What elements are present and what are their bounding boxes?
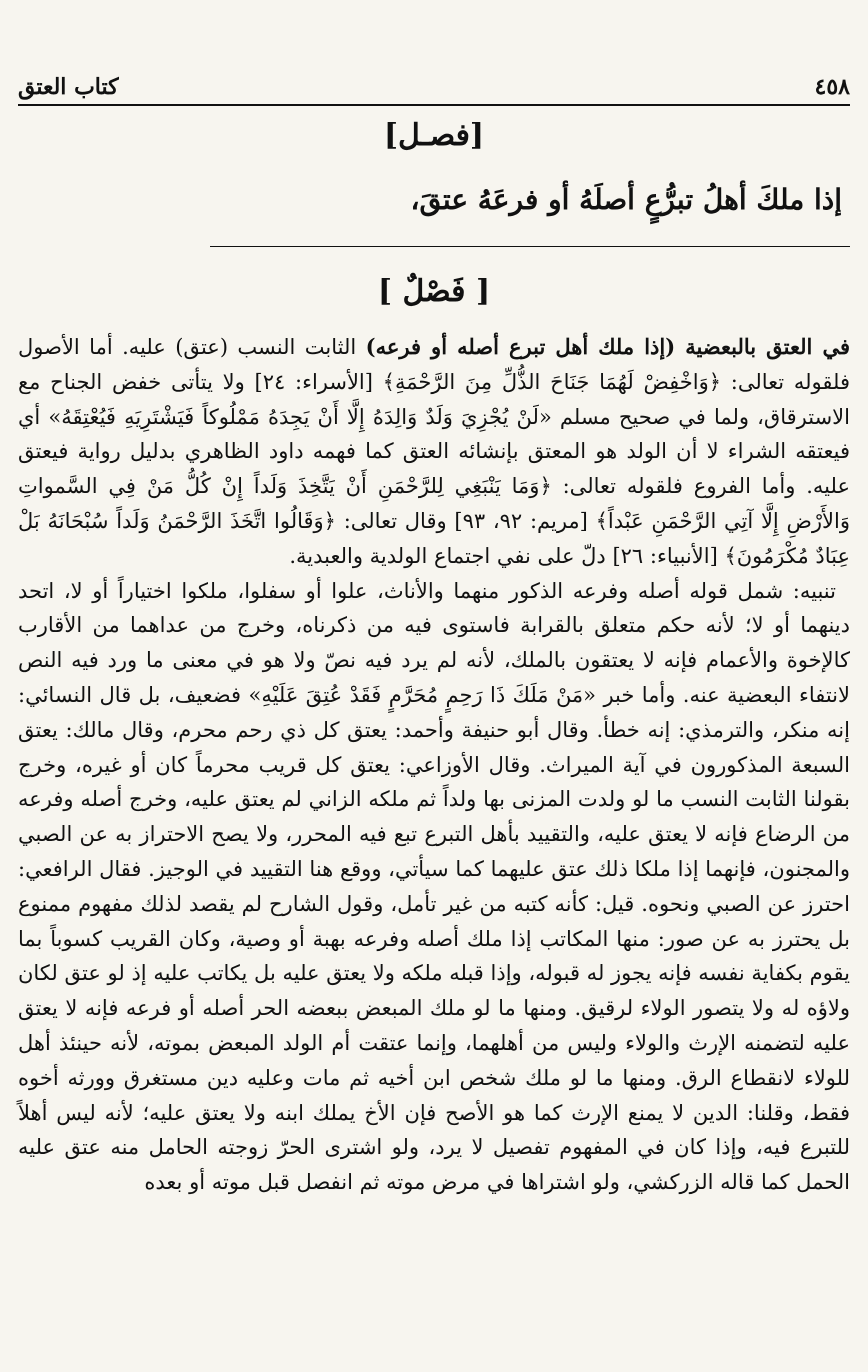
book-page [18,18,850,1358]
section-title-sharh: [ فَصْلٌ ] [377,274,491,309]
paragraph-1-lead: في العتق بالبعضية (إذا ملك أهل تبرع أصله أو فرعه) [365,334,850,359]
running-head [18,68,850,100]
commentary-body [18,330,850,1200]
paragraph-2: تنبيه: شمل قوله أصله وفرعه الذكور منهما والأناث، علوا أو سفلوا، ملكوا اختياراً أو لا، اتحد دينهما أو لا؛ لأنه حكم متعلق بالقرابة فاستوى فيه من ذكرناه، وخرج من عداهما من الأقارب كالإخوة والأعمام فإنه لا يعتقون بالملك، لأنه لم يرد فيه نصّ ولا هو في معنى ما ورد فيه النص لانتفاء البعضية عنه. وأما خبر «مَنْ مَلَكَ ذَا رَحِمٍ مُحَرَّمٍ فَقَدْ عُتِقَ عَلَيْهِ» فضعيف، بل قال النسائي: إنه منكر، والترمذي: إنه خطأ. وقال أبو حنيفة وأحمد: يعتق كل ذي رحم محرم، وقال مالك: يعتق السبعة المذكورون في آية الميراث. وقال الأوزاعي: يعتق كل قريب محرماً كان أو غيره، وخرج بقولنا الثابت النسب ما لو ولدت المزنى بها ولداً ثم ملكه الزاني لم يعتق عليه، وخرج أصله وفرعه من الرضاع فإنه لا يعتق عليه، والتقييد بأهل التبرع تبع فيه المحرر، ولا يصح الاحتراز به عن الصبي والمجنون، فإنهما إذا ملكا ذلك عتق عليهما كما سيأتي، ووقع هنا التقييد في الوجيز. فقال الرافعي: احترز عن الصبي ونحوه. قيل: كأنه كتبه من غير تأمل، وقول الشارح لم يقصد لذلك مفهوم ممنوع بل يحترز به عن صور: منها المكاتب إذا ملك أصله وفرعه بهبة أو وصية، وكان القريب كسوباً بما يقوم بكفاية نفسه فإنه يجوز له قبوله، وإذا قبله ملكه ولا يعتق عليه بل يكاتب عليه إذ لو عتق لكان ولاؤه له ولا يتصور الولاء لرقيق. ومنها ما لو ملك المبعض ببعضه الحر أصله أو فرعه فإنه لا يعتق عليه لتضمنه الإرث والولاء وليس من أهلهما، وإنما عتقت أم الولد المبعض بموته، لأنه حينئذ أهل للولاء لانقطاع الرق. ومنها ما لو ملك شخص ابن أخيه ثم مات وعليه دين مستغرق وورثه أخوه فقط، وقلنا: الدين لا يمنع الإرث كما هو الأصح فإن الأخ يملك ابنه ولا يعتق عليه؛ لأنه ليس أهلاً للتبرع فيه، وإذا كان في المفهوم تفصيل لا يرد، ولو اشترى الحرّ زوجته الحامل منه عتق عليه الحمل كما قاله الزركشي، ولو اشتراها في مرض موته ثم انفصل قبل موته أو بعده [17,578,850,1195]
header-rule [18,104,850,106]
matn-rule [210,246,850,247]
book-title: كتاب العتق [18,74,119,100]
section-title-matn: [فصـل] [383,118,485,153]
paragraph-1 [18,330,850,574]
matn-text: إذا ملكَ أهلُ تبرُّعٍ أصلَهُ أو فرعَهُ عتقَ، [410,183,842,216]
paragraph-1-text: الثابت النسب (عتق) عليه. أما الأصول فلقوله تعالى: ﴿وَاخْفِضْ لَهُمَا جَنَاحَ الذُّلِّ مِنَ الرَّحْمَةِ﴾ [الأسراء: ٢٤] ولا يتأتى خفض الجناح مع الاسترقاق، ولما في صحيح مسلم «لَنْ يُجْزِيَ وَلَدٌ وَالِدَهُ إِلَّا أَنْ يَجِدَهُ مَمْلُوكاً فَيَشْتَرِيَهِ فَيُعْتِقَهُ» أي فيعتقه الشراء لا أن الولد هو المعتق بإنشائه العتق كما فهمه داود الظاهري بدليل رواية فيعتق عليه. وأما الفروع فلقوله تعالى: ﴿وَمَا يَنْبَغِي لِلرَّحْمَنِ أَنْ يَتَّخِذَ وَلَداً إِنْ كُلُّ مَنْ فِي السَّمواتِ وَالأَرْضِ إِلَّا آتِي الرَّحْمَنِ عَبْداً﴾ [مريم: ٩٢، ٩٣] وقال تعالى: ﴿وَقَالُوا اتَّخَذَ الرَّحْمَنُ وَلَداً سُبْحَانَهُ بَلْ عِبَادٌ مُكْرَمُونَ﴾ [الأنبياء: ٢٦] دلّ على نفي اجتماع الولدية والعبدية. [18,335,850,568]
page-number: ٤٥٨ [814,74,850,100]
